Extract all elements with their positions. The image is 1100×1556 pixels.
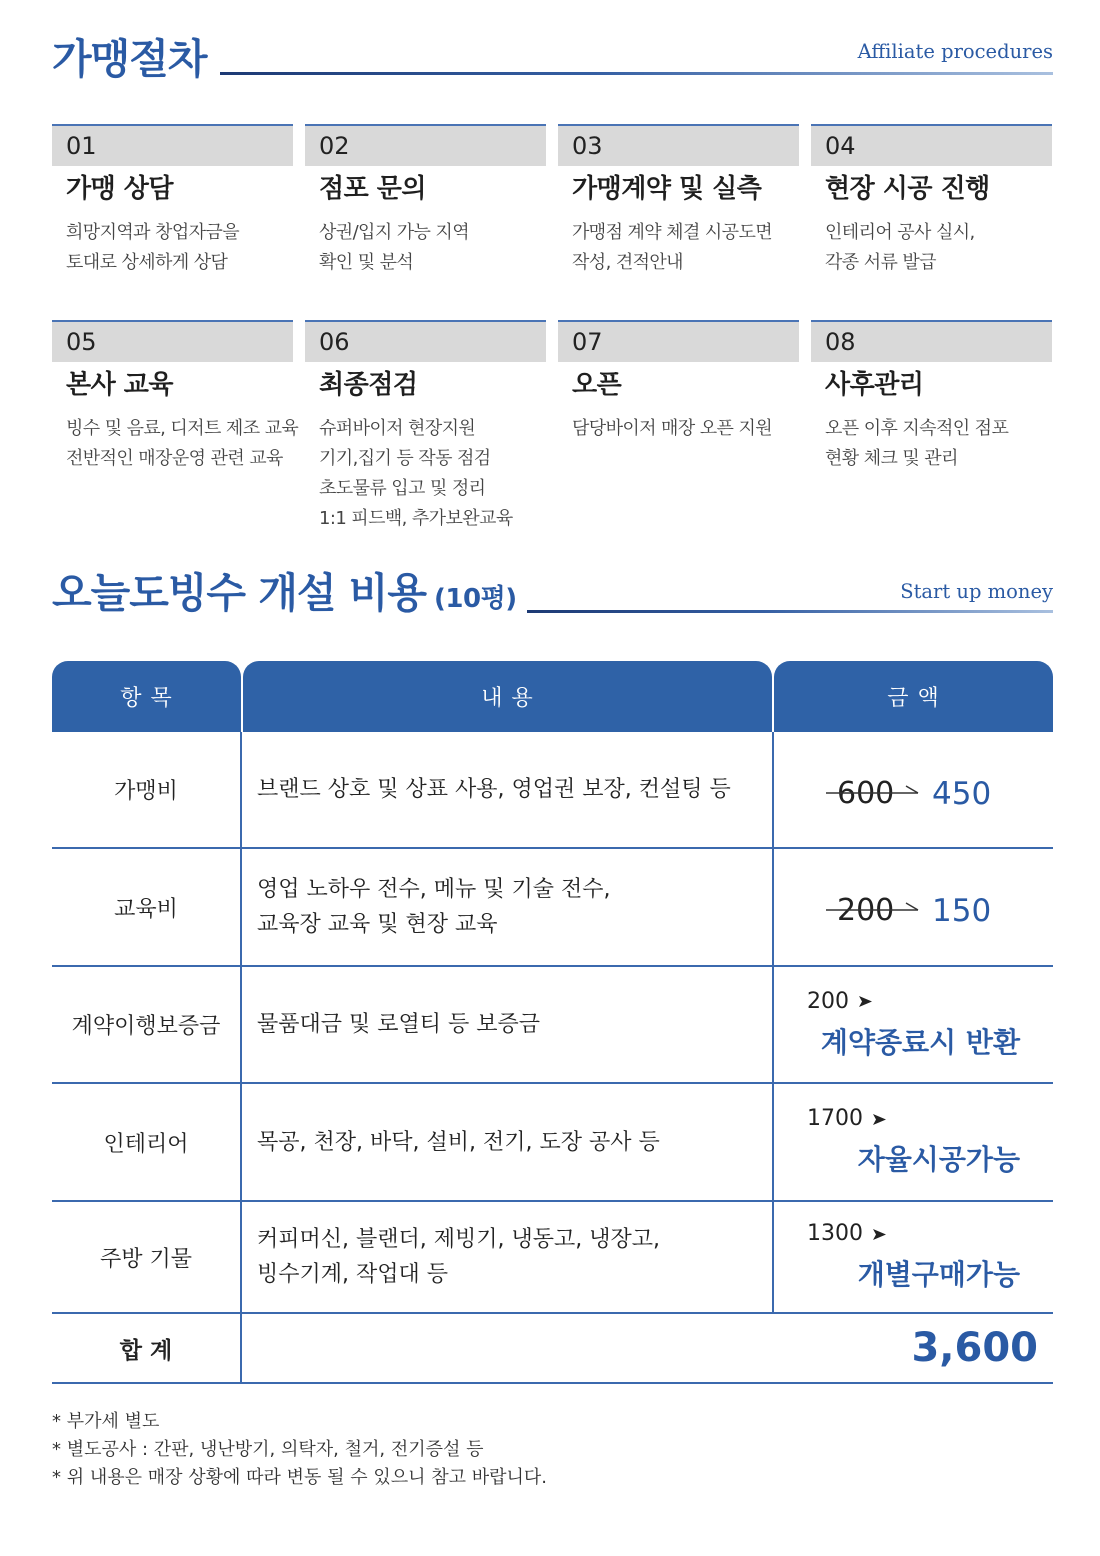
discounted-amount: 450 <box>932 775 992 812</box>
table-total-row <box>52 1314 1053 1384</box>
row-content <box>242 849 774 965</box>
step-description-line: 현황 체크 및 관리 <box>825 448 958 469</box>
step-description-line: 각종 서류 발급 <box>825 252 936 273</box>
costs-title: 오늘도빙수 개설 비용 <box>52 569 427 617</box>
table-row <box>52 1202 1053 1314</box>
amount-value: 1300 <box>807 1221 863 1246</box>
row-item: 인테리어 <box>52 1084 242 1200</box>
strike-arrow-icon <box>826 784 922 802</box>
step-description-line: 토대로 상세하게 상담 <box>66 252 228 273</box>
row-content <box>242 1084 774 1200</box>
row-content-line: 빙수기계, 작업대 등 <box>257 1262 448 1287</box>
step-title: 오픈 <box>572 370 622 400</box>
table-row <box>52 967 1053 1084</box>
costs-header <box>52 569 1053 622</box>
step-card <box>305 320 546 529</box>
row-content-line: 물품대금 및 로열티 등 보증금 <box>257 1012 540 1037</box>
header-content: 내 용 <box>243 661 772 732</box>
step-title: 가맹계약 및 실측 <box>572 174 762 204</box>
row-item: 가맹비 <box>52 732 242 847</box>
total-value-cell <box>242 1314 1053 1382</box>
original-amount: 200 <box>837 893 895 928</box>
step-card <box>811 320 1052 504</box>
step-card <box>558 320 799 504</box>
table-row <box>52 732 1053 849</box>
amount-value: 1700 <box>807 1106 863 1131</box>
procedures-title: 가맹절차 <box>52 35 207 83</box>
table-header-row <box>52 661 1053 732</box>
row-content <box>242 732 774 847</box>
step-description-line: 작성, 견적안내 <box>572 252 683 273</box>
procedure-steps-grid <box>52 124 1053 529</box>
step-description-line: 희망지역과 창업자금을 <box>66 222 240 243</box>
row-content-line: 커피머신, 블랜더, 제빙기, 냉동고, 냉장고, <box>257 1227 660 1252</box>
step-description-line: 담당바이저 매장 오픈 지원 <box>572 418 773 439</box>
step-description-line: 확인 및 분석 <box>319 252 414 273</box>
startup-cost-table <box>52 661 1053 1384</box>
step-card <box>52 320 299 504</box>
footnote-line: * 별도공사 : 간판, 냉난방기, 의탁자, 철거, 전기증설 등 <box>52 1439 484 1460</box>
amount-note: 개별구매가능 <box>857 1258 1020 1291</box>
footnotes <box>52 1408 547 1492</box>
row-content <box>242 1202 774 1312</box>
step-description-line: 1:1 피드백, 추가보완교육 <box>319 508 513 529</box>
amount-line <box>807 1104 1020 1134</box>
original-amount: 600 <box>837 775 895 811</box>
row-content-line: 교육장 교육 및 현장 교육 <box>257 912 498 937</box>
step-description <box>558 218 799 278</box>
footnote-line: * 부가세 별도 <box>52 1411 160 1432</box>
costs-title-group <box>52 570 517 622</box>
header-amount: 금 액 <box>774 661 1053 732</box>
arrow-right-icon <box>873 1114 886 1125</box>
step-description <box>811 414 1052 474</box>
step-title: 점포 문의 <box>319 174 427 204</box>
amount-note: 계약종료시 반환 <box>820 1025 1020 1059</box>
table-row <box>52 849 1053 967</box>
amount-stack <box>774 967 1053 1082</box>
procedures-title-rule <box>220 72 1053 75</box>
step-description-line: 상권/입지 가능 지역 <box>319 222 470 243</box>
row-amount <box>774 732 1053 847</box>
step-description-line: 초도물류 입고 및 정리 <box>319 478 486 499</box>
discounted-amount: 150 <box>932 893 992 929</box>
row-content <box>242 967 774 1082</box>
step-description <box>52 414 299 474</box>
step-description <box>305 218 546 278</box>
step-title: 사후관리 <box>825 370 924 400</box>
procedures-header <box>52 36 1053 82</box>
step-description <box>305 414 546 534</box>
row-item: 교육비 <box>52 849 242 965</box>
total-label: 합 계 <box>119 1337 173 1364</box>
amount-line <box>807 1219 1020 1249</box>
amount-line <box>807 987 1020 1017</box>
costs-subtitle-en: Start up money <box>900 580 1053 603</box>
step-description <box>558 414 799 444</box>
step-card <box>305 124 546 308</box>
step-description-line: 빙수 및 음료, 디저트 제조 교육 <box>66 418 299 439</box>
arrow-right-icon <box>873 1229 886 1240</box>
procedures-subtitle-en: Affiliate procedures <box>857 40 1053 63</box>
row-content-line: 목공, 천장, 바닥, 설비, 전기, 도장 공사 등 <box>257 1129 660 1155</box>
step-description-line: 슈퍼바이저 현장지원 <box>319 418 476 439</box>
row-item: 주방 기물 <box>52 1202 242 1312</box>
step-number: 08 <box>811 322 1052 362</box>
step-number: 07 <box>558 322 799 362</box>
amount-note: 자율시공가능 <box>857 1143 1020 1176</box>
costs-title-rule <box>527 610 1053 613</box>
amount-value: 200 <box>807 988 849 1014</box>
row-amount <box>774 967 1053 1082</box>
row-amount <box>774 849 1053 965</box>
row-content-line: 영업 노하우 전수, 메뉴 및 기술 전수, <box>257 877 611 902</box>
strike-arrow-icon <box>826 901 922 919</box>
table-row <box>52 1084 1053 1202</box>
step-number: 04 <box>811 126 1052 166</box>
step-description-line: 전반적인 매장운영 관련 교육 <box>66 448 283 469</box>
row-amount <box>774 1084 1053 1200</box>
step-description <box>811 218 1052 278</box>
step-title: 최종점검 <box>319 370 418 400</box>
total-label-cell <box>52 1314 242 1382</box>
costs-title-note: (10평) <box>434 584 517 614</box>
amount-stack <box>774 1084 1053 1200</box>
row-item: 계약이행보증금 <box>52 967 242 1082</box>
step-card <box>52 124 293 308</box>
row-amount <box>774 1202 1053 1312</box>
step-description-line: 가맹점 계약 체결 시공도면 <box>572 222 773 243</box>
step-number: 03 <box>558 126 799 166</box>
row-content-line: 브랜드 상호 및 상표 사용, 영업권 보장, 컨설팅 등 <box>257 777 731 802</box>
step-description-line: 기기,집기 등 작동 점검 <box>319 448 491 469</box>
step-card <box>558 124 799 308</box>
amount-stack <box>774 1202 1053 1312</box>
step-number: 05 <box>52 322 293 362</box>
step-title: 본사 교육 <box>66 370 174 400</box>
step-description-line: 인테리어 공사 실시, <box>825 222 975 243</box>
step-description-line: 오픈 이후 지속적인 점포 <box>825 418 1009 439</box>
step-title: 가맹 상담 <box>66 174 174 204</box>
step-number: 06 <box>305 322 546 362</box>
step-number: 02 <box>305 126 546 166</box>
header-item: 항 목 <box>52 661 241 732</box>
footnote-line: * 위 내용은 매장 상황에 따라 변동 될 수 있으니 참고 바랍니다. <box>52 1467 547 1488</box>
total-value: 3,600 <box>911 1325 1038 1371</box>
step-description <box>52 218 293 278</box>
step-title: 현장 시공 진행 <box>825 174 990 204</box>
step-number: 01 <box>52 126 293 166</box>
step-card <box>811 124 1052 308</box>
arrow-right-icon <box>859 996 872 1007</box>
